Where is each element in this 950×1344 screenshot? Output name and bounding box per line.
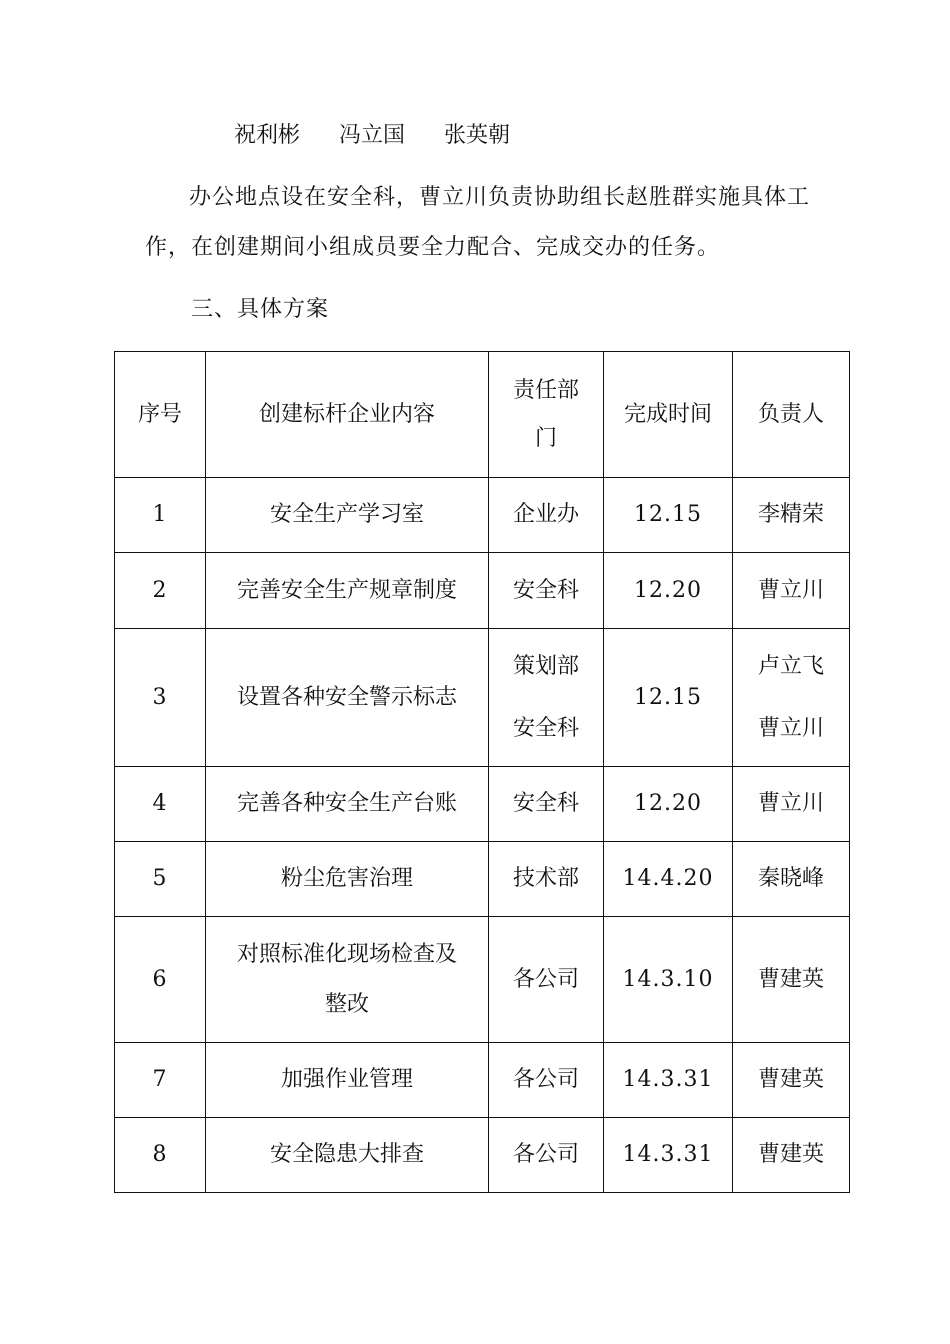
cell-time: 12.20 xyxy=(604,767,733,842)
cell-dept-line: 各公司 xyxy=(512,1142,579,1167)
table-row xyxy=(115,1118,850,1193)
cell-time: 14.4.20 xyxy=(604,842,733,917)
cell-owner-line: 曹立川 xyxy=(757,791,824,816)
cell-owner-line: 曹立川 xyxy=(757,715,824,741)
table-row xyxy=(115,478,850,553)
cell-dept xyxy=(489,478,604,553)
office-paragraph-line-1: 办公地点设在安全科，曹立川负责协助组长赵胜群实施具体工 xyxy=(189,185,811,210)
cell-index: 2 xyxy=(115,553,206,629)
cell-content xyxy=(206,842,489,917)
cell-content xyxy=(206,553,489,629)
cell-time: 12.15 xyxy=(604,478,733,553)
cell-content-line: 完善各种安全生产台账 xyxy=(236,791,457,816)
header-owner: 负责人 xyxy=(733,352,850,478)
cell-dept xyxy=(489,553,604,629)
cell-content xyxy=(206,767,489,842)
cell-owner xyxy=(733,478,850,553)
cell-owner-line: 卢立飞 xyxy=(757,653,824,679)
cell-dept xyxy=(489,842,604,917)
cell-index: 1 xyxy=(115,478,206,553)
cell-owner-line: 曹建英 xyxy=(757,1067,824,1092)
member-name: 冯立国 xyxy=(339,123,406,148)
cell-dept xyxy=(489,767,604,842)
cell-content-line: 安全隐患大排查 xyxy=(269,1142,424,1167)
plan-table xyxy=(114,351,850,1193)
cell-dept-line: 安全科 xyxy=(512,577,579,603)
cell-dept-line: 企业办 xyxy=(512,502,579,527)
header-dept-line: 责任部 xyxy=(512,377,579,403)
table-body xyxy=(115,478,850,1193)
office-paragraph-line-2: 作，在创建期间小组成员要全力配合、完成交办的任务。 xyxy=(145,235,721,260)
member-name: 张英朝 xyxy=(444,123,511,148)
member-names-line xyxy=(234,121,510,151)
cell-dept xyxy=(489,629,604,767)
cell-time: 14.3.31 xyxy=(604,1043,733,1118)
header-dept-line: 门 xyxy=(534,425,557,451)
section-heading: 三、具体方案 xyxy=(191,297,330,322)
cell-content-line: 对照标准化现场检查及 xyxy=(236,941,457,967)
cell-dept xyxy=(489,1043,604,1118)
member-name: 祝利彬 xyxy=(234,123,301,148)
cell-content xyxy=(206,629,489,767)
cell-owner xyxy=(733,629,850,767)
cell-index: 5 xyxy=(115,842,206,917)
cell-content-line: 加强作业管理 xyxy=(280,1067,413,1092)
cell-owner xyxy=(733,1043,850,1118)
cell-owner xyxy=(733,842,850,917)
cell-content-line: 设置各种安全警示标志 xyxy=(236,684,457,710)
cell-owner xyxy=(733,1118,850,1193)
cell-dept-line: 安全科 xyxy=(512,715,579,741)
cell-content xyxy=(206,1118,489,1193)
cell-owner-line: 曹立川 xyxy=(757,577,824,603)
cell-owner-line: 曹建英 xyxy=(757,1142,824,1167)
cell-dept-line: 各公司 xyxy=(512,1067,579,1092)
cell-time: 14.3.10 xyxy=(604,917,733,1043)
table-row xyxy=(115,917,850,1043)
cell-content xyxy=(206,478,489,553)
cell-dept-line: 各公司 xyxy=(512,966,579,992)
cell-dept-line: 技术部 xyxy=(512,866,579,891)
table-row xyxy=(115,629,850,767)
cell-time: 14.3.31 xyxy=(604,1118,733,1193)
cell-owner xyxy=(733,767,850,842)
cell-content xyxy=(206,1043,489,1118)
cell-index: 6 xyxy=(115,917,206,1043)
header-index: 序号 xyxy=(115,352,206,478)
table-row xyxy=(115,1043,850,1118)
cell-dept xyxy=(489,917,604,1043)
cell-owner xyxy=(733,917,850,1043)
cell-content xyxy=(206,917,489,1043)
cell-owner-line: 秦晓峰 xyxy=(757,866,824,891)
cell-owner-line: 李精荣 xyxy=(757,502,824,527)
table-header-row xyxy=(115,352,850,478)
cell-index: 7 xyxy=(115,1043,206,1118)
cell-content-line: 安全生产学习室 xyxy=(269,502,424,527)
cell-content-line: 完善安全生产规章制度 xyxy=(236,577,457,603)
cell-dept xyxy=(489,1118,604,1193)
cell-index: 8 xyxy=(115,1118,206,1193)
table-row xyxy=(115,553,850,629)
cell-dept-line: 策划部 xyxy=(512,653,579,679)
cell-dept-line: 安全科 xyxy=(512,791,579,816)
cell-time: 12.15 xyxy=(604,629,733,767)
header-dept xyxy=(489,352,604,478)
cell-content-line: 整改 xyxy=(324,991,369,1017)
cell-index: 4 xyxy=(115,767,206,842)
header-content: 创建标杆企业内容 xyxy=(206,352,489,478)
cell-owner-line: 曹建英 xyxy=(757,966,824,992)
table-row xyxy=(115,842,850,917)
table-row xyxy=(115,767,850,842)
cell-index: 3 xyxy=(115,629,206,767)
cell-content-line: 粉尘危害治理 xyxy=(280,866,413,891)
header-time: 完成时间 xyxy=(604,352,733,478)
cell-owner xyxy=(733,553,850,629)
cell-time: 12.20 xyxy=(604,553,733,629)
